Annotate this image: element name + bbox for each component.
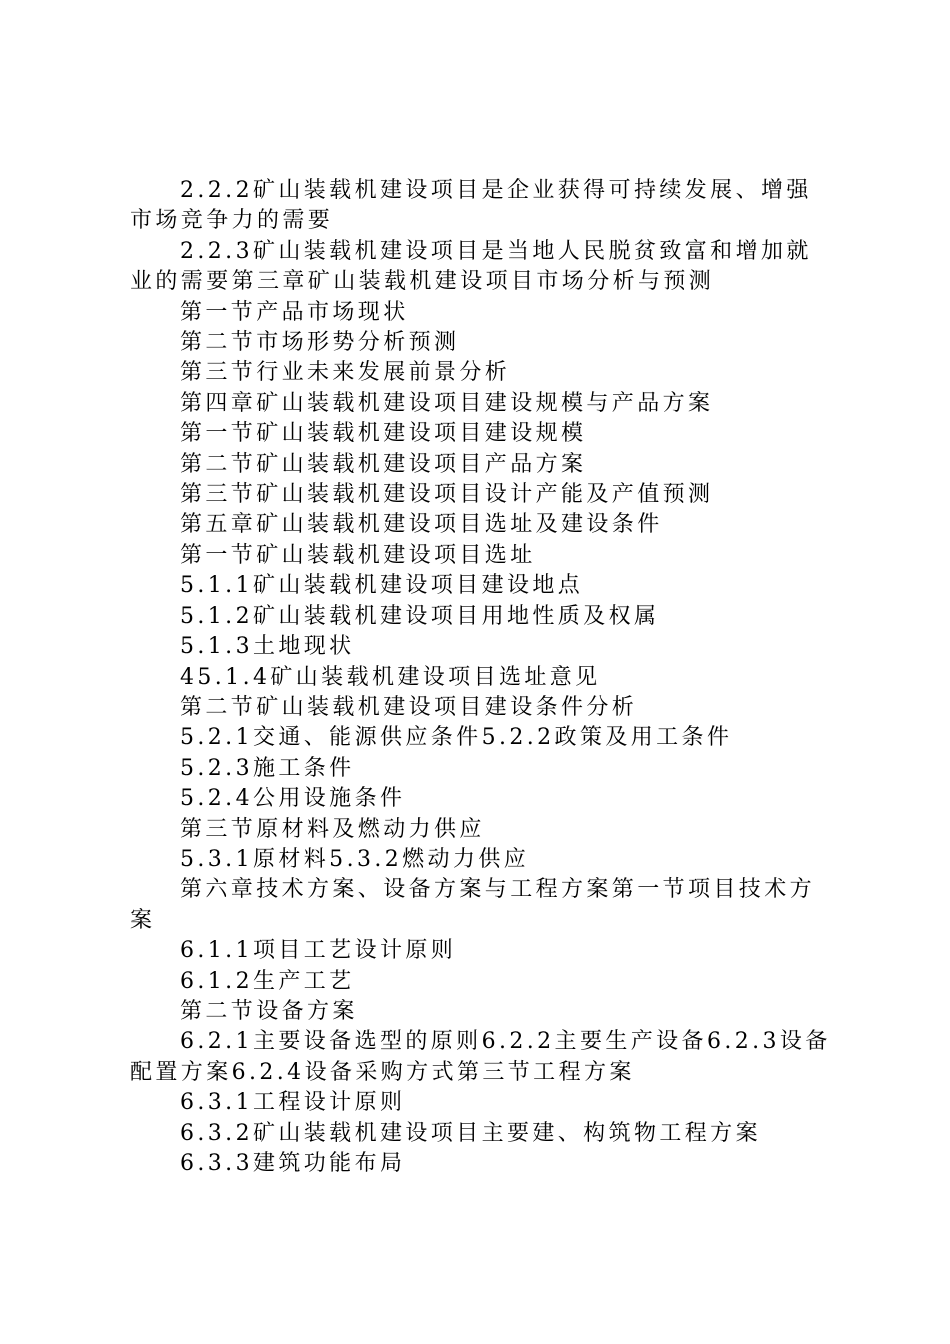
text-line: 5.3.1原材料5.3.2燃动力供应 xyxy=(180,846,530,872)
text-line: 5.2.4公用设施条件 xyxy=(180,786,406,812)
text-line: 6.1.1项目工艺设计原则 xyxy=(180,938,457,964)
text-line: 第一节矿山装载机建设项目建设规模 xyxy=(180,421,587,447)
text-line: 6.1.2生产工艺 xyxy=(180,968,355,994)
text-line: 2.2.2矿山装载机建设项目是企业获得可持续发展、增强市场竞争力的需要 xyxy=(130,178,812,234)
text-line: 第二节矿山装载机建设项目产品方案 xyxy=(180,451,587,477)
text-line: 5.1.1矿山装载机建设项目建设地点 xyxy=(180,573,584,599)
text-line: 5.1.2矿山装载机建设项目用地性质及权属 xyxy=(180,603,660,629)
text-line: 第四章矿山装载机建设项目建设规模与产品方案 xyxy=(180,390,714,416)
text-line: 6.3.2矿山装载机建设项目主要建、构筑物工程方案 xyxy=(180,1120,761,1146)
text-line: 6.3.1工程设计原则 xyxy=(180,1090,406,1116)
text-line: 6.3.3建筑功能布局 xyxy=(180,1151,406,1176)
text-line: 2.2.3矿山装载机建设项目是当地人民脱贫致富和增加就业的需要第三章矿山装载机建设项目市场分析与预测 xyxy=(130,238,812,295)
text-line: 45.1.4矿山装载机建设项目选址意见 xyxy=(180,664,601,690)
text-line: 第一节产品市场现状 xyxy=(180,299,409,325)
text-line: 第三节原材料及燃动力供应 xyxy=(180,816,485,842)
text-line: 5.2.3施工条件 xyxy=(180,755,355,781)
text-line: 第二节设备方案 xyxy=(180,998,358,1024)
text-line: 6.2.1主要设备选型的原则6.2.2主要生产设备6.2.3设备配置方案6.2.4设备采购方式第三节工程方案 xyxy=(130,1029,831,1085)
text-line: 5.2.1交通、能源供应条件5.2.2政策及用工条件 xyxy=(180,725,733,751)
text-line: 第三节矿山装载机建设项目设计产能及产值预测 xyxy=(180,482,714,508)
text-line: 5.1.3土地现状 xyxy=(180,634,355,660)
text-line: 第二节市场形势分析预测 xyxy=(180,330,460,356)
document-body xyxy=(130,176,834,1179)
text-line: 第六章技术方案、设备方案与工程方案第一节项目技术方案 xyxy=(130,877,816,933)
text-line: 第三节行业未来发展前景分析 xyxy=(180,360,511,386)
text-line: 第一节矿山装载机建设项目选址 xyxy=(180,542,536,568)
text-line: 第五章矿山装载机建设项目选址及建设条件 xyxy=(180,512,663,538)
text-line: 第二节矿山装载机建设项目建设条件分析 xyxy=(180,694,638,720)
